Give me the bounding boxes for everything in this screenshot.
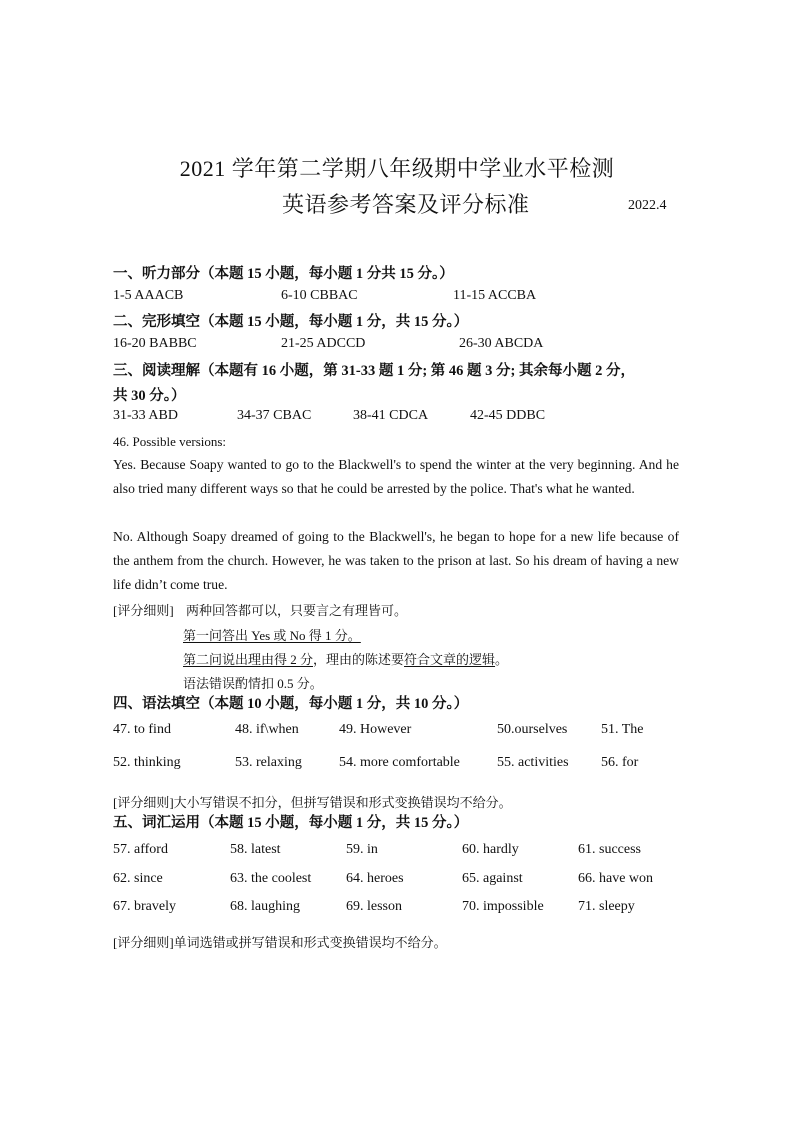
section-2-heading: 二、完形填空（本题 15 小题，每小题 1 分，共 15 分。） xyxy=(113,314,469,330)
answer-item: 56. for xyxy=(601,755,639,770)
answer-item: 65. against xyxy=(462,871,523,886)
page-title: 2021 学年第二学期八年级期中学业水平检测 xyxy=(179,156,615,181)
answer-item: 54. more comfortable xyxy=(339,755,460,770)
answer-group: 6-10 CBBAC xyxy=(281,288,358,303)
section-3-heading: 三、阅读理解（本题有 16 小题，第 31-33 题 1 分; 第 46 题 3 分; 其余每小题 2 分， xyxy=(113,363,635,379)
answer-item: 58. latest xyxy=(230,842,281,857)
section-1-heading: 一、听力部分（本题 15 小题，每小题 1 分共 15 分。） xyxy=(113,266,454,282)
answer-group: 21-25 ADCCD xyxy=(281,336,366,351)
q46-label: 46. Possible versions: xyxy=(113,434,227,449)
answer-item: 49. However xyxy=(339,722,412,737)
rubric-text: 。 xyxy=(495,652,509,667)
section-5-heading: 五、词汇运用（本题 15 小题，每小题 1 分，共 15 分。） xyxy=(113,815,469,831)
answer-item: 48. if\when xyxy=(235,722,299,737)
answer-item: 57. afford xyxy=(113,842,168,857)
answer-item: 62. since xyxy=(113,871,163,886)
document-date: 2022.4 xyxy=(628,198,667,213)
q46-yes-answer: Yes. Because Soapy wanted to go to the Blackwell's to spend the winter at the very beginning. And he also tried many different ways so that he could be arrested by the police. That's what he wanted. xyxy=(113,457,679,496)
answer-item: 60. hardly xyxy=(462,842,519,857)
rubric-label: [评分细则] xyxy=(113,603,174,618)
answer-item: 63. the coolest xyxy=(230,871,312,886)
rubric-line: 语法错误酌情扣 0.5 分。 xyxy=(183,676,323,691)
answer-item: 66. have won xyxy=(578,871,654,886)
answer-group: 38-41 CDCA xyxy=(353,408,429,423)
rubric-emphasis: 第二问说出理由得 2 分 xyxy=(183,652,314,667)
answer-item: 69. lesson xyxy=(346,899,402,914)
answer-item: 64. heroes xyxy=(346,871,404,886)
answer-item: 51. The xyxy=(601,722,644,737)
answer-group: 11-15 ACCBA xyxy=(453,288,537,303)
answer-item: 47. to find xyxy=(113,722,171,737)
answer-item: 68. laughing xyxy=(230,899,300,914)
answer-group: 1-5 AAACB xyxy=(113,288,184,303)
answer-item: 55. activities xyxy=(497,755,569,770)
answer-group: 42-45 DDBC xyxy=(470,408,546,423)
answer-group: 26-30 ABCDA xyxy=(459,336,544,351)
rubric-line: 两种回答都可以，只要言之有理皆可。 xyxy=(186,603,408,618)
page-subtitle: 英语参考答案及评分标准 xyxy=(282,192,530,217)
section-5-rubric: [评分细则]单词选错或拼写错误和形式变换错误均不给分。 xyxy=(113,935,447,950)
section-4-rubric: [评分细则]大小写错误不扣分，但拼写错误和形式变换错误均不给分。 xyxy=(113,795,512,810)
answer-item: 50.ourselves xyxy=(497,722,568,737)
answer-item: 59. in xyxy=(346,842,378,857)
answer-item: 70. impossible xyxy=(462,899,544,914)
answer-item: 67. bravely xyxy=(113,899,176,914)
q46-no-answer: No. Although Soapy dreamed of going to the Blackwell's, he began to hope for a new life because of the anthem from the church. However, he was taken to the prison at last. So his dream of having a new life didn’t come true. xyxy=(113,529,679,592)
section-3-heading-cont: 共 30 分。） xyxy=(113,388,186,404)
rubric-text: ，理由的陈述要 xyxy=(313,652,405,667)
answer-item: 53. relaxing xyxy=(235,755,302,770)
answer-item: 52. thinking xyxy=(113,755,181,770)
answer-group: 16-20 BABBC xyxy=(113,336,197,351)
answer-item: 71. sleepy xyxy=(578,899,635,914)
rubric-line: 第一问答出 Yes 或 No 得 1 分。 xyxy=(183,628,361,643)
answer-group: 34-37 CBAC xyxy=(237,408,312,423)
section-4-heading: 四、语法填空（本题 10 小题，每小题 1 分，共 10 分。） xyxy=(113,696,469,712)
rubric-line xyxy=(183,649,508,668)
answer-item: 61. success xyxy=(578,842,641,857)
rubric-emphasis: 符合文章的逻辑 xyxy=(404,652,496,667)
answer-group: 31-33 ABD xyxy=(113,408,178,423)
